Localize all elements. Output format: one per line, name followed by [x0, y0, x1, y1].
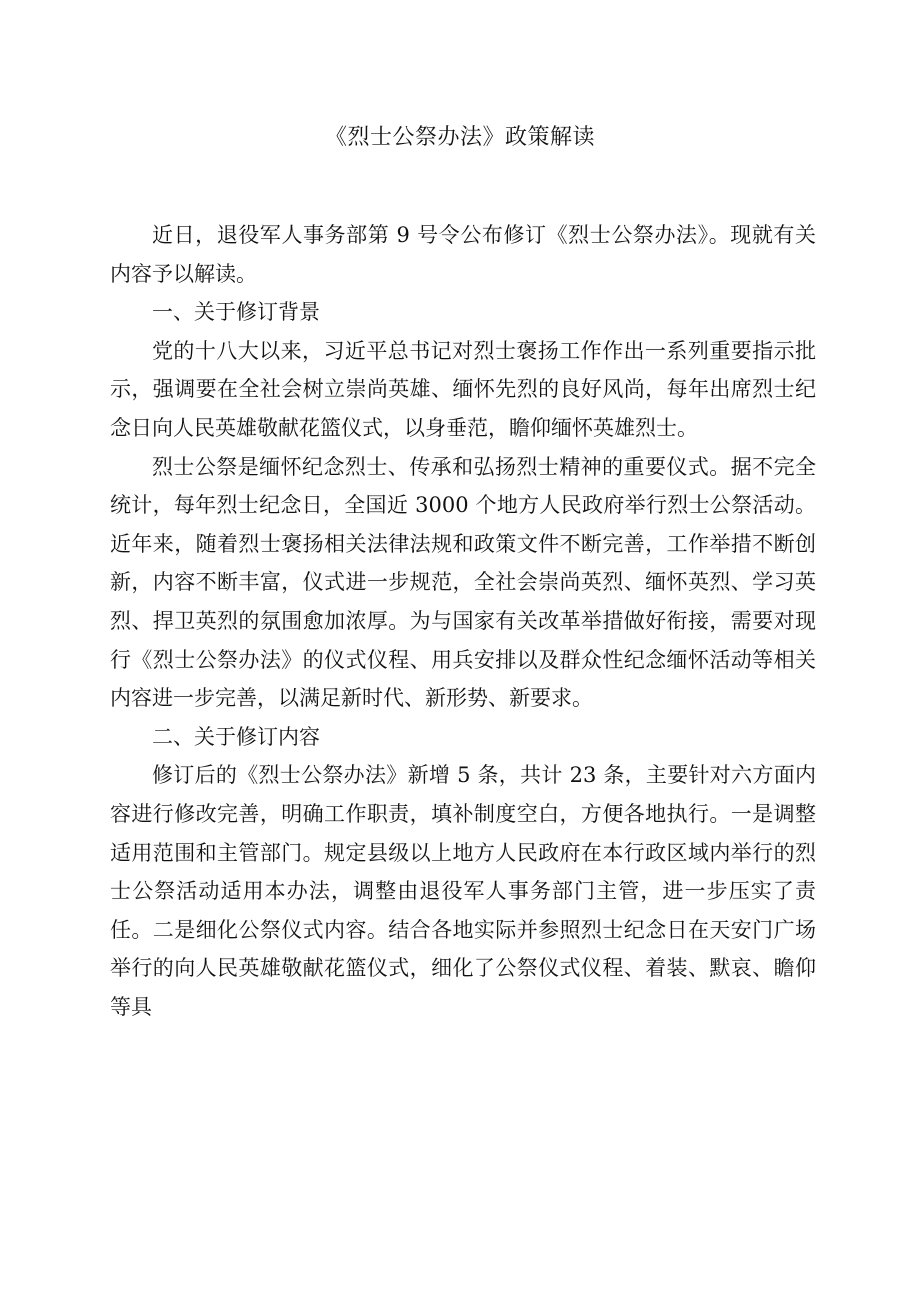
section-heading-background: 一、关于修订背景 [152, 300, 320, 325]
document-title: 《烈士公祭办法》政策解读 [324, 125, 595, 150]
document-body [110, 216, 816, 1026]
section-heading-content: 二、关于修订内容 [152, 724, 320, 749]
paragraph-content-1: 修订后的《烈士公祭办法》新增 5 条，共计 23 条，主要针对六方面内容进行修改完善，明确工作职责，填补制度空白，方便各地执行。一是调整适用范围和主管部门。规定县级以上地方人民政府在本行政区域内举行的烈士公祭活动适用本办法，调整由退役军人事务部门主管，进一步压实了责任。二是细化公祭仪式内容。结合各地实际并参照烈士纪念日在天安门广场举行的向人民英雄敬献花篮仪式，细化了公祭仪式仪程、着装、默哀、瞻仰等具 [110, 763, 816, 1019]
paragraph-background-1: 党的十八大以来，习近平总书记对烈士褒扬工作作出一系列重要指示批示，强调要在全社会树立崇尚英雄、缅怀先烈的良好风尚，每年出席烈士纪念日向人民英雄敬献花篮仪式，以身垂范，瞻仰缅怀英雄烈士。 [110, 338, 816, 440]
paragraph-intro: 近日，退役军人事务部第 9 号令公布修订《烈士公祭办法》。现就有关内容予以解读。 [110, 223, 816, 286]
paragraph-background-2: 烈士公祭是缅怀纪念烈士、传承和弘扬烈士精神的重要仪式。据不完全统计，每年烈士纪念日，全国近 3000 个地方人民政府举行烈士公祭活动。近年来，随着烈士褒扬相关法律法规和政策文件不断完善，工作举措不断创新，内容不断丰富，仪式进一步规范，全社会崇尚英烈、缅怀英烈、学习英烈、捍卫英烈的氛围愈加浓厚。为与国家有关改革举措做好衔接，需要对现行《烈士公祭办法》的仪式仪程、用兵安排以及群众性纪念缅怀活动等相关内容进一步完善，以满足新时代、新形势、新要求。 [110, 454, 816, 711]
